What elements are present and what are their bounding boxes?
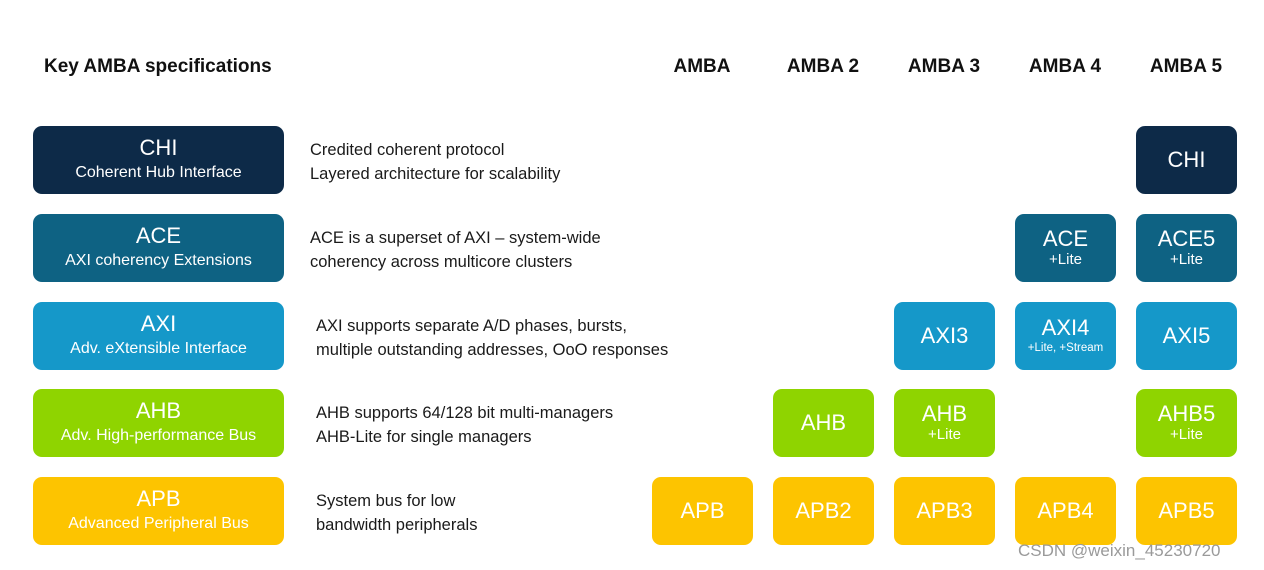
cell-apb-amba4 (1015, 477, 1116, 545)
spec-description-axi (316, 314, 668, 362)
cell-label: APB2 (795, 498, 852, 523)
cell-label: AHB (800, 410, 847, 435)
description-line: bandwidth peripherals (316, 516, 478, 534)
cell-ahb-amba5 (1136, 389, 1237, 457)
cell-apb-amba (652, 477, 753, 545)
cell-label: APB3 (916, 498, 973, 523)
cell-label: AXI3 (920, 323, 969, 348)
spec-description-ahb (316, 401, 613, 449)
spec-box-ahb (33, 389, 284, 457)
cell-label: AHB5 (1157, 401, 1216, 426)
cell-sublabel: +Lite (1170, 426, 1203, 443)
column-header-amba-3: AMBA 3 (907, 56, 981, 77)
cell-ace-amba5 (1136, 214, 1237, 282)
cell-axi-amba3 (894, 302, 995, 370)
page-title: Key AMBA specifications (44, 56, 272, 77)
column-header-amba-2: AMBA 2 (786, 56, 860, 77)
spec-name: APB (136, 486, 181, 511)
cell-sublabel: +Lite (928, 426, 961, 443)
cell-apb-amba5 (1136, 477, 1237, 545)
column-header-amba-5: AMBA 5 (1149, 56, 1223, 77)
spec-box-apb (33, 477, 284, 545)
cell-label: AXI5 (1162, 323, 1211, 348)
cell-ahb-amba3 (894, 389, 995, 457)
spec-full-name: AXI coherency Extensions (65, 252, 252, 269)
cell-label: ACE (1042, 226, 1089, 251)
cell-axi-amba5 (1136, 302, 1237, 370)
spec-box-chi (33, 126, 284, 194)
cell-apb-amba2 (773, 477, 874, 545)
spec-name: ACE (135, 223, 182, 248)
spec-description-ace (310, 226, 601, 274)
cell-ace-amba4 (1015, 214, 1116, 282)
spec-box-axi (33, 302, 284, 370)
watermark-text: CSDN @weixin_45230720 (1018, 541, 1221, 560)
spec-description-apb (316, 489, 477, 537)
cell-axi-amba4 (1015, 302, 1116, 370)
cell-label: CHI (1167, 147, 1206, 172)
column-header-amba-4: AMBA 4 (1028, 56, 1102, 77)
cell-label: APB5 (1158, 498, 1215, 523)
description-line: coherency across multicore clusters (310, 253, 573, 271)
description-line: Credited coherent protocol (310, 141, 505, 159)
cell-label: ACE5 (1157, 226, 1216, 251)
cell-apb-amba3 (894, 477, 995, 545)
description-line: AHB supports 64/128 bit multi-managers (316, 404, 614, 422)
spec-name: AXI (140, 311, 177, 336)
description-line: Layered architecture for scalability (310, 165, 561, 183)
cell-chi-amba5 (1136, 126, 1237, 194)
cell-sublabel: +Lite (1170, 251, 1203, 268)
spec-full-name: Adv. High-performance Bus (60, 427, 257, 444)
spec-name: CHI (139, 135, 178, 160)
description-line: ACE is a superset of AXI – system-wide (310, 229, 601, 247)
cell-sublabel: +Lite (1049, 251, 1082, 268)
description-line: AHB-Lite for single managers (316, 428, 532, 446)
cell-label: AXI4 (1041, 315, 1090, 340)
description-line: System bus for low (316, 492, 456, 510)
cell-sublabel: +Lite, +Stream (1027, 342, 1104, 354)
cell-label: APB4 (1037, 498, 1094, 523)
spec-name: AHB (135, 398, 182, 423)
spec-full-name: Coherent Hub Interface (75, 164, 242, 181)
cell-label: AHB (921, 401, 968, 426)
cell-ahb-amba2 (773, 389, 874, 457)
description-line: multiple outstanding addresses, OoO responses (316, 341, 669, 359)
spec-full-name: Advanced Peripheral Bus (68, 515, 249, 532)
spec-description-chi (310, 138, 560, 186)
column-header-amba: AMBA (673, 56, 731, 77)
description-line: AXI supports separate A/D phases, bursts, (316, 317, 627, 335)
cell-label: APB (680, 498, 725, 523)
spec-full-name: Adv. eXtensible Interface (70, 340, 247, 357)
spec-box-ace (33, 214, 284, 282)
